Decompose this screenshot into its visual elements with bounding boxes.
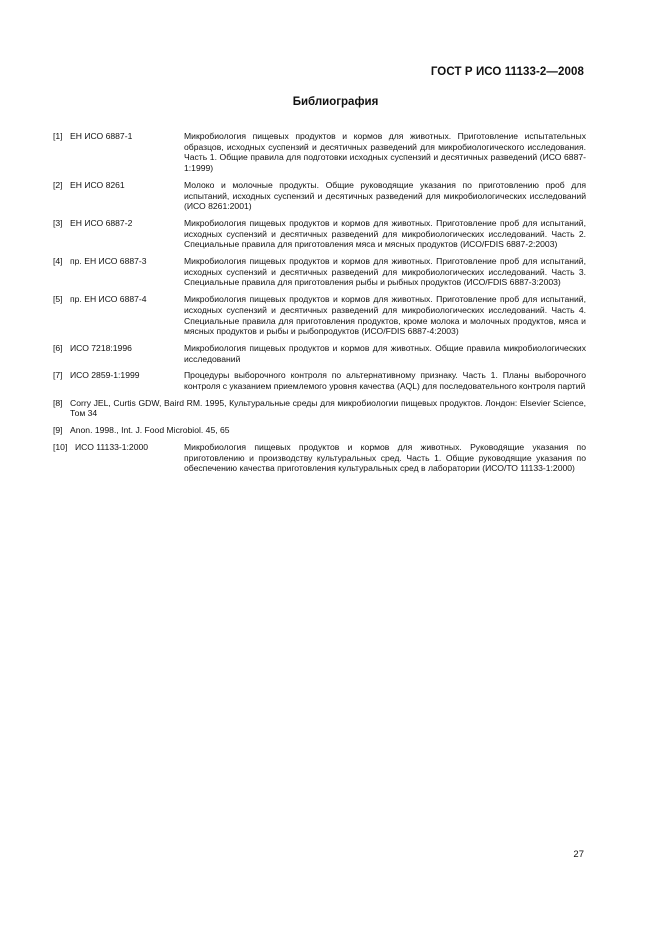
bibliography-title: Библиография	[292, 96, 379, 108]
entry-description: Микробиология пищевых продуктов и кормов для животных. Приготовление испытательных образцов, исходных суспензий и десятичных разведений для микробиологического исследования. Часть 1. Общие правила для подготовки исходных суспензий и десятичных разведений (ИСО 6887-1:1999)	[184, 131, 586, 174]
bibliography-entry-1	[53, 131, 586, 174]
entry-reference: ЕН ИСО 6887-2	[70, 217, 133, 228]
bibliography-entry-6	[53, 343, 586, 364]
entry-reference: ИСО 11133-1:2000	[75, 441, 149, 452]
bibliography-entry-7	[53, 370, 586, 391]
bibliography-entry-9	[53, 425, 586, 436]
standard-designation: ГОСТ Р ИСО 11133-2—2008	[430, 66, 584, 78]
entry-description: Микробиология пищевых продуктов и кормов для животных. Приготовление проб для испытаний, исходных суспензий и десятичных разведений для микробиологических исследований. Часть 4. Специальные правила для приготовления продуктов, кроме молока и молочных продуктов, мяса и мясных продуктов и рыбы и рыбопродуктов (ИСО/FDIS 6887-4:2003)	[184, 294, 586, 337]
page-number: 27	[573, 849, 584, 860]
entry-number: [9]	[53, 425, 63, 436]
entry-description: Микробиология пищевых продуктов и кормов для животных. Руководящие указания по приготовлению и производству культуральных сред. Часть 1. Общие руководящие указания по обеспечению качества приготовления культуральных сред в лаборатории (ИСО/ТО 11133-1:2000)	[184, 441, 586, 474]
entry-description: Процедуры выборочного контроля по альтернативному признаку. Часть 1. Планы выборочного контроля с указанием приемлемого уровня качества (AQL) для последовательного контроля партий	[184, 370, 586, 392]
entry-number: [3]	[53, 217, 63, 228]
bibliography-entry-8	[53, 398, 586, 419]
entry-reference: ИСО 7218:1996	[70, 342, 132, 353]
entry-description: Молоко и молочные продукты. Общие руководящие указания по приготовлению проб для испытаний, исходных суспензий и десятичных разведений для микробиологических исследований (ИСО 8261:2001)	[184, 179, 586, 212]
entry-description: Anon. 1998., Int. J. Food Microbiol. 45, 65	[70, 425, 230, 436]
entry-description: Микробиология пищевых продуктов и кормов для животных. Приготовление проб для испытаний, исходных суспензий и десятичных разведений для микробиологических исследований. Часть 2. Специальные правила для приготовления мяса и мясных продуктов (ИСО/FDIS 6887-2:2003)	[184, 217, 586, 250]
entry-description: Микробиология пищевых продуктов и кормов для животных. Общие правила микробиологических исследований	[184, 342, 586, 364]
bibliography-entry-2	[53, 180, 586, 212]
entry-reference: ЕН ИСО 6887-1	[70, 131, 133, 141]
entry-reference: пр. ЕН ИСО 6887-4	[70, 294, 147, 305]
entry-reference: ЕН ИСО 8261	[70, 179, 125, 190]
entry-number: [2]	[53, 179, 63, 190]
bibliography-entry-10	[53, 442, 586, 474]
entry-number: [4]	[53, 256, 63, 267]
entry-number: [1]	[53, 131, 63, 141]
entry-number: [8]	[53, 397, 63, 408]
bibliography-entry-4	[53, 256, 586, 288]
entry-number: [7]	[53, 370, 63, 381]
entry-reference: ИСО 2859-1:1999	[70, 370, 140, 381]
entry-description: Микробиология пищевых продуктов и кормов для животных. Приготовление проб для испытаний, исходных суспензий и десятичных разведений для микробиологических исследований. Часть 3. Специальные правила для приготовления рыбы и рыбных продуктов (ИСО/FDIS 6887-3:2003)	[184, 256, 586, 288]
entry-description: Corry JEL, Curtis GDW, Baird RM. 1995, Культуральные среды для микробиологии пищевых продуктов. Лондон: Elsevier Science, Том 34	[70, 397, 586, 419]
entry-reference: пр. ЕН ИСО 6887-3	[70, 256, 147, 267]
entry-number: [5]	[53, 294, 63, 305]
entry-number: [6]	[53, 342, 63, 353]
entry-number: [10]	[53, 441, 68, 452]
bibliography-list	[53, 131, 586, 480]
bibliography-entry-5	[53, 294, 586, 337]
bibliography-entry-3	[53, 218, 586, 250]
